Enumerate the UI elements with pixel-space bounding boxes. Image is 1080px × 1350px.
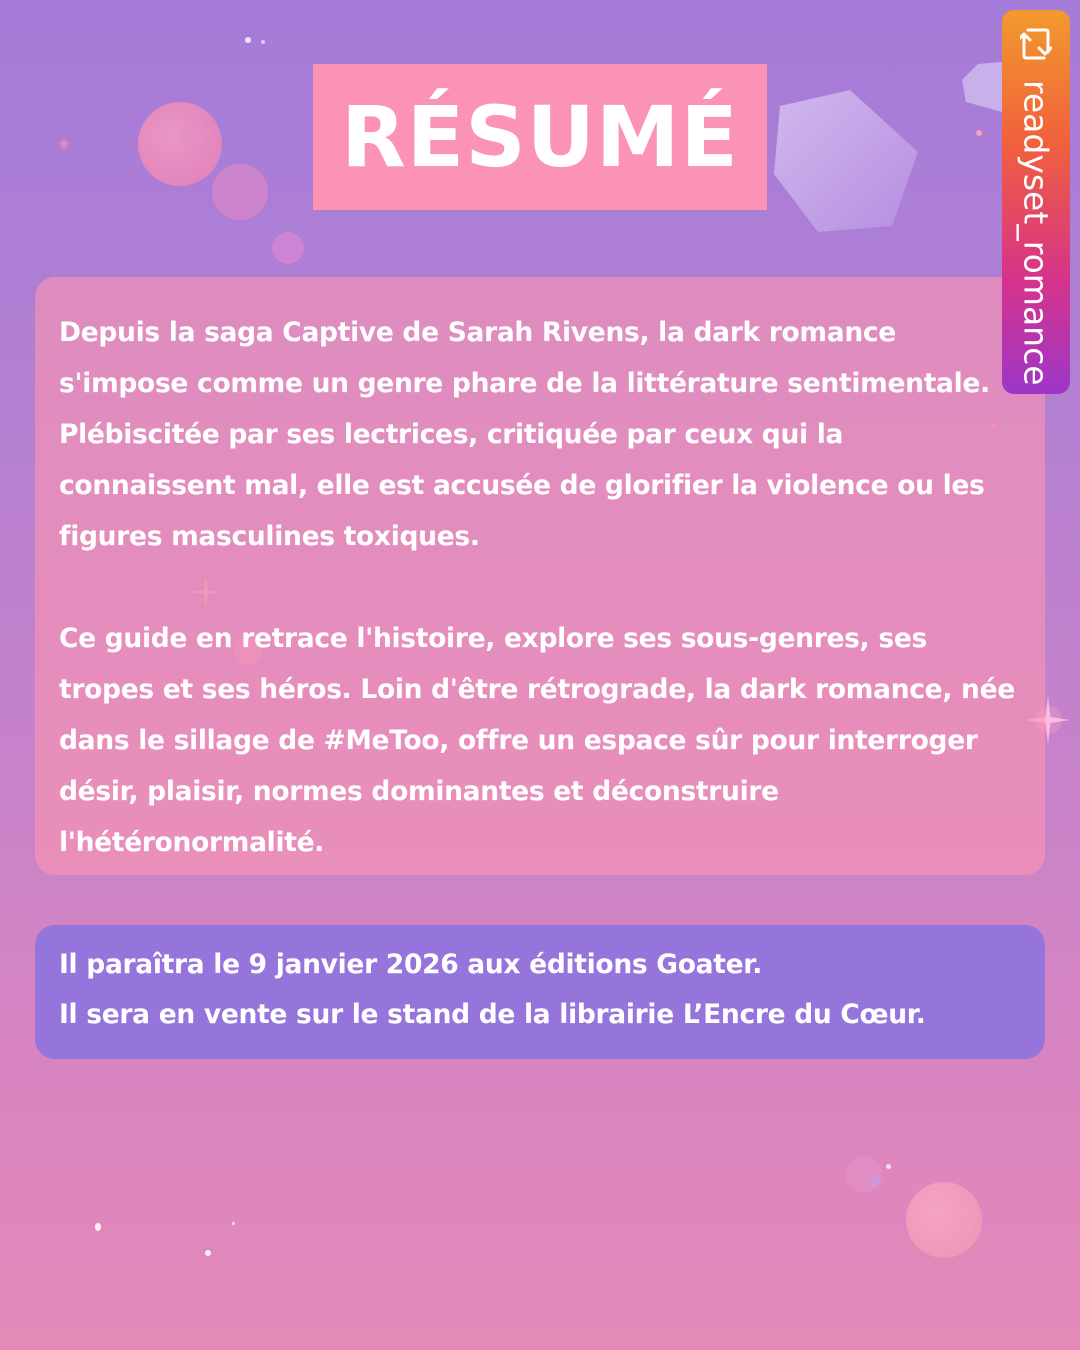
- summary-paragraph: Depuis la saga Captive de Sarah Rivens, la dark romance s'impose comme un genre phare de la littérature sentimentale. Plébiscitée par ses lectrices, critiquée par ceux qui la connaissent mal, elle est accusée de glorifier la violence ou les figures masculines toxiques.: [59, 317, 990, 552]
- release-date-line: Il paraîtra le 9 janvier 2026 aux éditions Goater.: [59, 949, 763, 980]
- decorative-dot: [60, 140, 68, 148]
- sale-location-line: Il sera en vente sur le stand de la librairie L’Encre du Cœur.: [59, 999, 926, 1030]
- decorative-bubble: [138, 102, 222, 186]
- decorative-gem: [962, 62, 1002, 122]
- decorative-gem: [760, 56, 930, 236]
- decorative-dot: [261, 40, 265, 44]
- decorative-bubble: [212, 164, 268, 220]
- decorative-dot: [976, 130, 982, 136]
- decorative-bubble: [906, 1182, 982, 1258]
- decorative-dot: [205, 1250, 211, 1256]
- decorative-dot: [95, 1223, 101, 1231]
- decorative-dot: [245, 37, 251, 43]
- page-title: RÉSUMÉ: [341, 88, 739, 186]
- decorative-bubble: [846, 1156, 882, 1192]
- decorative-dot: [870, 1176, 880, 1186]
- title-banner: [313, 64, 767, 210]
- summary-card: [35, 277, 1045, 875]
- publication-info-card: [35, 925, 1045, 1059]
- summary-paragraph: Ce guide en retrace l'histoire, explore ses sous-genres, ses tropes et ses héros. Loin d'être rétrograde, la dark romance, née dans le sillage de #MeToo, offre un espace sûr pour interroger désir, plaisir, normes dominantes et déconstruire l'hétéronormalité.: [59, 623, 1015, 858]
- repost-username-tag[interactable]: [1002, 10, 1070, 394]
- decorative-bubble: [272, 232, 304, 264]
- repost-icon: [1020, 24, 1052, 64]
- decorative-dot: [886, 1164, 891, 1169]
- repost-username: readyset_romance: [1016, 80, 1056, 386]
- decorative-dot: [232, 1222, 235, 1225]
